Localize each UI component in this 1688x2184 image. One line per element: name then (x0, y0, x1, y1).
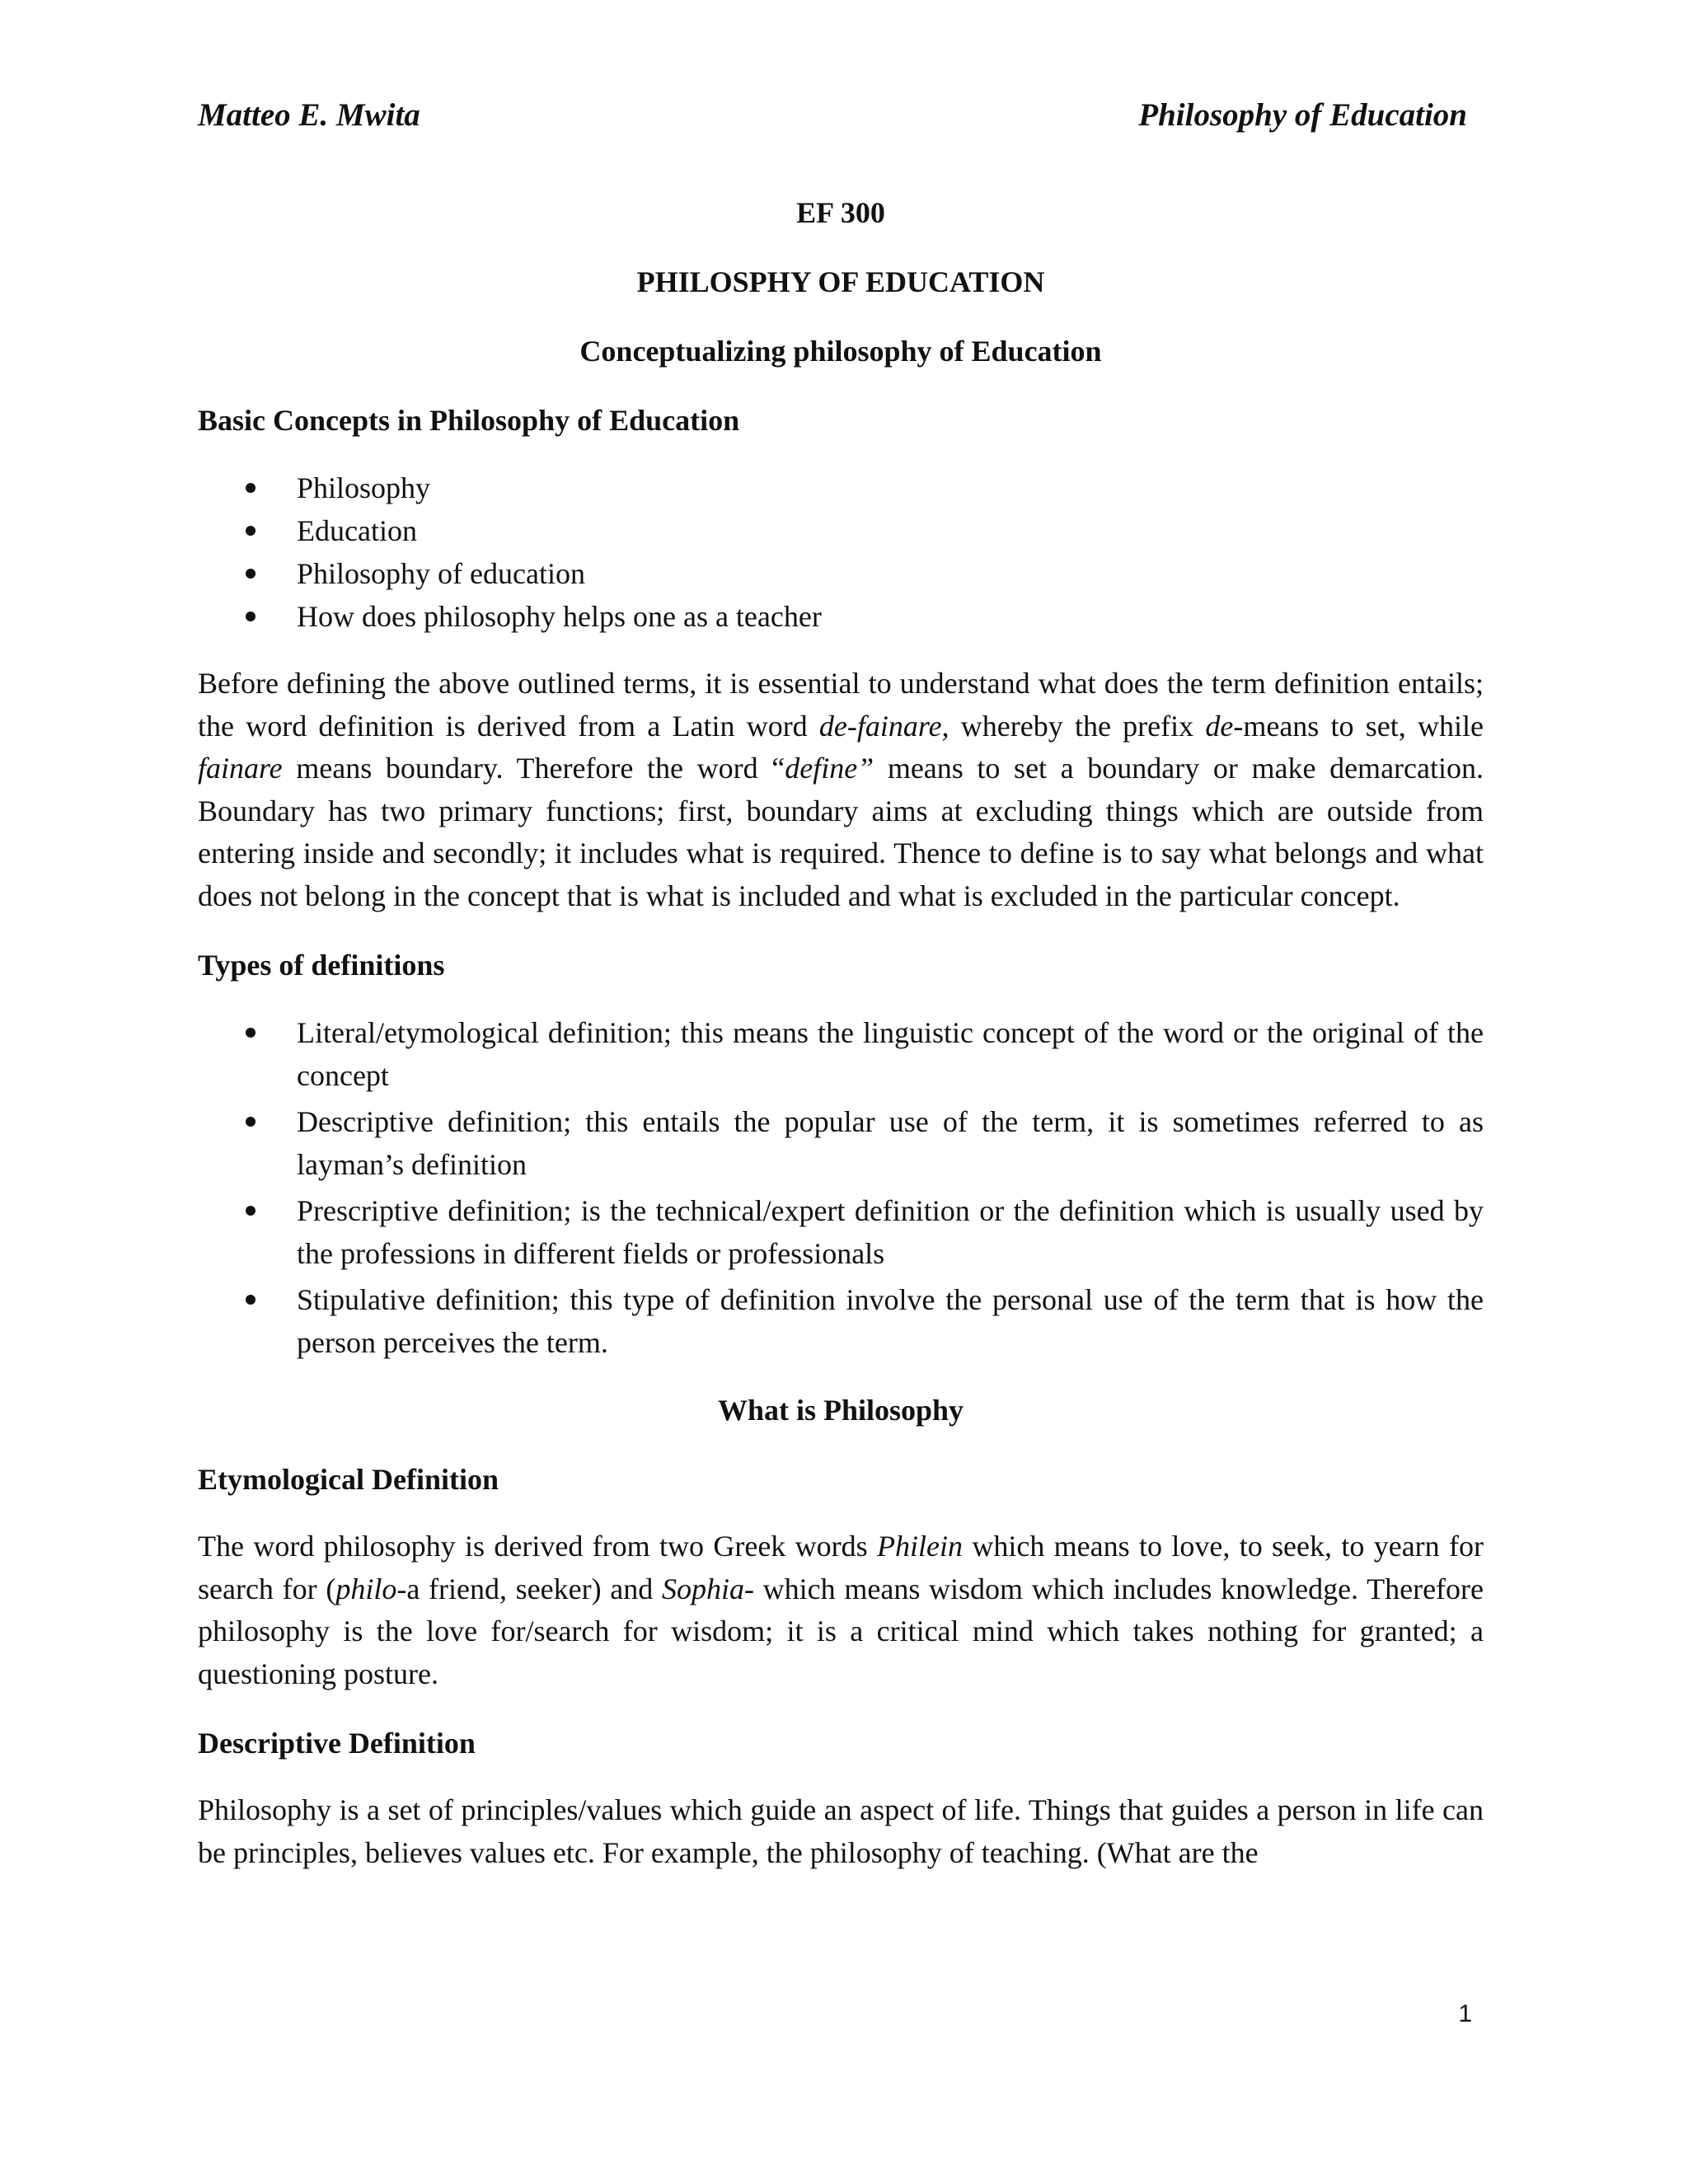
basic-concepts-heading: Basic Concepts in Philosophy of Education (198, 404, 740, 437)
text-run: means to set a boundary or make demarcation. Boundary has two primary functions; first, boundary aims at excluding things which are outside from entering inside and secondly; it includes what is required. Thence to define is to say what belongs and what does not belong in the concept that is what is included and what is excluded in the particular concept. (198, 752, 1484, 912)
list-item-text: Philosophy of education (297, 557, 585, 590)
page-content (198, 191, 1484, 1900)
definition-paragraph (198, 663, 1484, 917)
what-is-philosophy-heading: What is Philosophy (717, 1394, 964, 1427)
descriptive-paragraph: Philosophy is a set of principles/values which guide an aspect of life. Things that guides a person in life can be principles, believes values etc. For example, the philosophy of teaching. (What are the (198, 1793, 1484, 1869)
bullet-icon (246, 1295, 256, 1305)
header-author: Matteo E. Mwita (198, 97, 420, 133)
text-run: -means to set, while (1233, 709, 1484, 743)
latin-word: de-fainare, (818, 709, 950, 743)
text-run: -a friend, seeker) and (396, 1572, 662, 1605)
define-word: define” (785, 752, 874, 785)
list-item (198, 595, 1484, 638)
document-page (198, 0, 1484, 2184)
course-subtitle: Conceptualizing philosophy of Education (579, 335, 1102, 368)
course-title: PHILOSPHY OF EDUCATION (636, 265, 1045, 298)
sophia-word: Sophia- (661, 1572, 754, 1605)
types-heading: Types of definitions (198, 949, 445, 982)
bullet-icon (246, 612, 256, 621)
descriptive-heading: Descriptive Definition (198, 1727, 476, 1760)
text-run: means boundary. Therefore the word “ (282, 752, 785, 785)
text-run: Before defining the above outlined terms, it is essential to understand what does the term definition entails; the word definition is derived from a Latin word (198, 667, 1484, 743)
prefix-word: de (1205, 709, 1234, 743)
list-item (198, 509, 1484, 552)
bullet-icon (246, 526, 256, 536)
types-list (198, 1011, 1484, 1364)
list-item-text: Prescriptive definition; is the technical/expert definition or the definition which is usually used by the professions in different fields or professionals (297, 1194, 1484, 1270)
text-run: The word philosophy is derived from two Greek words (198, 1530, 878, 1563)
list-item (198, 1011, 1484, 1097)
fainare-word: fainare (198, 752, 283, 785)
list-item (198, 1100, 1484, 1186)
bullet-icon (246, 569, 256, 579)
bullet-icon (246, 1117, 256, 1127)
list-item-text: How does philosophy helps one as a teacher (297, 600, 822, 633)
text-run: whereby the prefix (949, 709, 1206, 743)
bullet-icon (246, 1206, 256, 1216)
philo-word: philo (335, 1572, 397, 1605)
page-number: 1 (1458, 2000, 1472, 2027)
etymological-heading: Etymological Definition (198, 1463, 499, 1496)
text-run: which means wisdom which includes knowledge. Therefore philosophy is the love for/search for wisdom; it is a critical mind which takes nothing for granted; a questioning posture. (198, 1572, 1484, 1690)
list-item (198, 1189, 1484, 1275)
bullet-icon (246, 1028, 256, 1038)
header-subject: Philosophy of Education (1138, 97, 1467, 133)
philein-word: Philein (877, 1530, 963, 1563)
list-item-text: Education (297, 514, 417, 547)
list-item-text: Stipulative definition; this type of definition involve the personal use of the term that is how the person perceives the term. (297, 1283, 1484, 1359)
list-item (198, 1278, 1484, 1364)
text-run: which means to love, to seek, to yearn for search for ( (198, 1530, 1484, 1605)
basic-concepts-list (198, 466, 1484, 638)
bullet-icon (246, 483, 256, 493)
list-item-text: Descriptive definition; this entails the popular use of the term, it is sometimes referred to as layman’s definition (297, 1105, 1484, 1181)
list-item (198, 466, 1484, 509)
list-item-text: Literal/etymological definition; this means the linguistic concept of the word or the original of the concept (297, 1016, 1484, 1092)
list-item-text: Philosophy (297, 471, 431, 504)
page-header (198, 96, 1467, 135)
course-code: EF 300 (796, 196, 885, 229)
list-item (198, 552, 1484, 595)
etymological-paragraph (198, 1526, 1484, 1695)
